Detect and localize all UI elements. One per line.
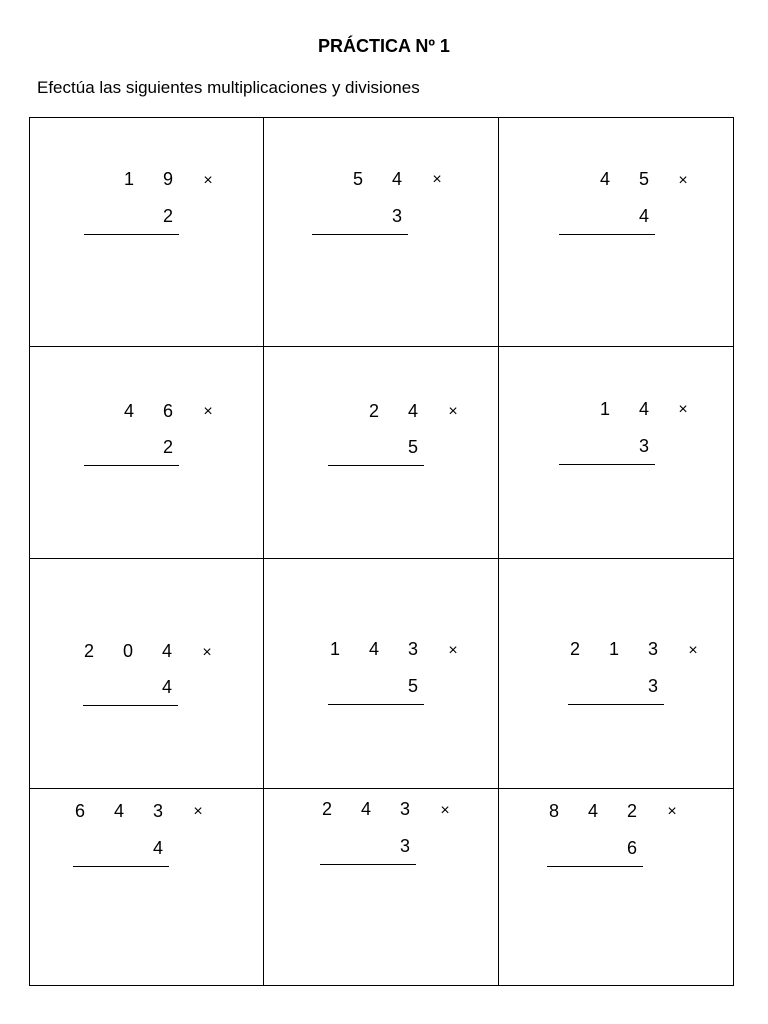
multiplier-digit: 3 [391, 206, 402, 226]
multiply-sign: × [448, 642, 458, 659]
multiplicand-digit: 3 [647, 639, 658, 659]
multiplier-digit: 5 [407, 676, 418, 696]
multiplicand-digit: 3 [399, 799, 410, 819]
multiplier-digit: 4 [152, 838, 163, 858]
multiplier-digit: 2 [162, 437, 173, 457]
multiplier-digit: 3 [638, 436, 649, 456]
answer-line [73, 866, 169, 867]
instructions: Efectúa las siguientes multiplicaciones y divisiones [37, 78, 420, 97]
answer-line [328, 465, 424, 466]
multiplicand-digit: 1 [329, 639, 340, 659]
grid-line [733, 117, 734, 986]
answer-line [84, 465, 179, 466]
multiplicand-digit: 3 [407, 639, 418, 659]
multiplicand-digit: 4 [161, 641, 172, 661]
multiplier-digit: 4 [638, 206, 649, 226]
multiply-sign: × [203, 403, 213, 420]
answer-line [312, 234, 408, 235]
grid-line [29, 346, 734, 347]
answer-line [559, 464, 655, 465]
multiply-sign: × [667, 803, 677, 820]
answer-line [547, 866, 643, 867]
multiply-sign: × [203, 172, 213, 189]
answer-line [559, 234, 655, 235]
multiplicand-digit: 0 [122, 641, 133, 661]
multiply-sign: × [202, 644, 212, 661]
multiplicand-digit: 5 [638, 169, 649, 189]
multiplicand-digit: 4 [638, 399, 649, 419]
answer-line [84, 234, 179, 235]
multiplicand-digit: 4 [113, 801, 124, 821]
multiplicand-digit: 4 [368, 639, 379, 659]
multiplicand-digit: 2 [83, 641, 94, 661]
grid-line [498, 117, 499, 986]
multiply-sign: × [193, 803, 203, 820]
multiplicand-digit: 2 [569, 639, 580, 659]
multiplicand-digit: 4 [123, 401, 134, 421]
grid-line [29, 985, 734, 986]
multiply-sign: × [688, 642, 698, 659]
multiplicand-digit: 4 [360, 799, 371, 819]
multiplicand-digit: 4 [599, 169, 610, 189]
multiplier-digit: 5 [407, 437, 418, 457]
multiplier-digit: 2 [162, 206, 173, 226]
multiplicand-digit: 1 [599, 399, 610, 419]
multiplier-digit: 6 [626, 838, 637, 858]
answer-line [568, 704, 664, 705]
multiplier-digit: 4 [161, 677, 172, 697]
multiplicand-digit: 6 [162, 401, 173, 421]
multiply-sign: × [678, 172, 688, 189]
multiplicand-digit: 3 [152, 801, 163, 821]
multiplicand-digit: 2 [321, 799, 332, 819]
multiply-sign: × [448, 403, 458, 420]
multiplicand-digit: 9 [162, 169, 173, 189]
page-title: PRÁCTICA Nº 1 [318, 36, 450, 56]
grid-line [29, 117, 30, 986]
multiplicand-digit: 6 [74, 801, 85, 821]
multiplicand-digit: 2 [368, 401, 379, 421]
multiply-sign: × [678, 401, 688, 418]
answer-line [320, 864, 416, 865]
grid-line [29, 788, 734, 789]
multiplicand-digit: 4 [391, 169, 402, 189]
multiply-sign: × [432, 171, 442, 188]
grid-line [263, 117, 264, 986]
answer-line [328, 704, 424, 705]
answer-line [83, 705, 178, 706]
multiply-sign: × [440, 802, 450, 819]
multiplicand-digit: 2 [626, 801, 637, 821]
multiplicand-digit: 4 [587, 801, 598, 821]
multiplicand-digit: 4 [407, 401, 418, 421]
multiplier-digit: 3 [399, 836, 410, 856]
multiplicand-digit: 5 [352, 169, 363, 189]
grid-line [29, 558, 734, 559]
multiplicand-digit: 1 [608, 639, 619, 659]
grid-line [29, 117, 734, 118]
multiplicand-digit: 8 [548, 801, 559, 821]
multiplier-digit: 3 [647, 676, 658, 696]
multiplicand-digit: 1 [123, 169, 134, 189]
